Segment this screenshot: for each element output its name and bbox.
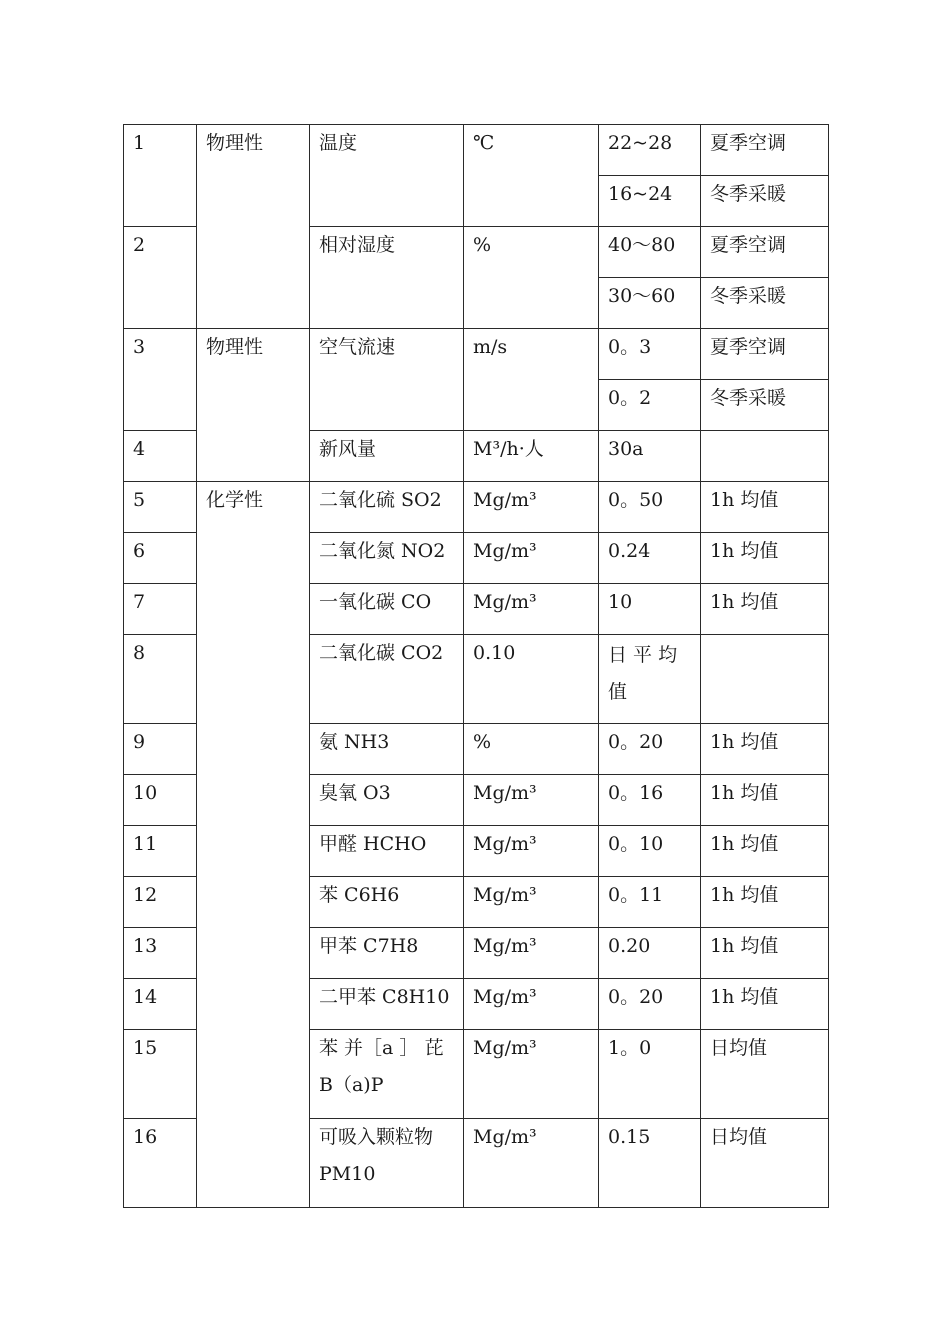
parameter-cell: 相对湿度 xyxy=(310,227,464,329)
value-cell: 0。50 xyxy=(599,482,701,533)
row-number: 5 xyxy=(124,482,197,533)
row-number: 1 xyxy=(124,125,197,227)
note-cell: 夏季空调 xyxy=(701,125,829,176)
note-cell: 1h 均值 xyxy=(701,533,829,584)
unit-cell: Mg/m³ xyxy=(464,584,599,635)
parameter-cell: 臭氧 O3 xyxy=(310,775,464,826)
unit-cell: Mg/m³ xyxy=(464,979,599,1030)
row-number: 15 xyxy=(124,1030,197,1119)
parameter-cell: 新风量 xyxy=(310,431,464,482)
parameter-cell: 二氧化硫 SO2 xyxy=(310,482,464,533)
value-cell: 0。3 xyxy=(599,329,701,380)
parameter-cell: 二氧化碳 CO2 xyxy=(310,635,464,724)
row-number: 13 xyxy=(124,928,197,979)
row-number: 9 xyxy=(124,724,197,775)
row-number: 16 xyxy=(124,1119,197,1208)
unit-cell: ℃ xyxy=(464,125,599,227)
unit-cell: Mg/m³ xyxy=(464,1030,599,1119)
note-cell: 日均值 xyxy=(701,1030,829,1119)
note-cell: 1h 均值 xyxy=(701,979,829,1030)
row-number: 14 xyxy=(124,979,197,1030)
note-cell: 夏季空调 xyxy=(701,227,829,278)
category-cell: 物理性 xyxy=(197,329,310,482)
parameter-cell: 苯 并［a ］ 芘 B（a)P xyxy=(310,1030,464,1119)
unit-cell: % xyxy=(464,724,599,775)
value-cell: 10 xyxy=(599,584,701,635)
parameter-cell: 二甲苯 C8H10 xyxy=(310,979,464,1030)
note-cell: 冬季采暖 xyxy=(701,380,829,431)
unit-cell: Mg/m³ xyxy=(464,826,599,877)
note-cell: 1h 均值 xyxy=(701,775,829,826)
row-number: 10 xyxy=(124,775,197,826)
unit-cell: Mg/m³ xyxy=(464,775,599,826)
unit-cell: % xyxy=(464,227,599,329)
value-cell: 1。0 xyxy=(599,1030,701,1119)
unit-cell: 0.10 xyxy=(464,635,599,724)
row-number: 3 xyxy=(124,329,197,431)
note-cell: 日均值 xyxy=(701,1119,829,1208)
value-cell: 0.20 xyxy=(599,928,701,979)
value-cell: 40～80 xyxy=(599,227,701,278)
value-cell: 0.15 xyxy=(599,1119,701,1208)
row-number: 7 xyxy=(124,584,197,635)
note-cell: 冬季采暖 xyxy=(701,176,829,227)
unit-cell: Mg/m³ xyxy=(464,533,599,584)
parameter-cell: 二氧化氮 NO2 xyxy=(310,533,464,584)
value-cell: 0。11 xyxy=(599,877,701,928)
parameter-cell: 空气流速 xyxy=(310,329,464,431)
value-cell: 22~28 xyxy=(599,125,701,176)
category-cell: 物理性 xyxy=(197,125,310,329)
air-quality-standard-table xyxy=(123,124,829,1208)
note-cell xyxy=(701,431,829,482)
note-cell xyxy=(701,635,829,724)
table-row xyxy=(124,125,829,176)
parameter-cell: 可吸入颗粒物 PM10 xyxy=(310,1119,464,1208)
row-number: 4 xyxy=(124,431,197,482)
note-cell: 1h 均值 xyxy=(701,724,829,775)
parameter-cell: 甲醛 HCHO xyxy=(310,826,464,877)
unit-cell: Mg/m³ xyxy=(464,1119,599,1208)
row-number: 8 xyxy=(124,635,197,724)
note-cell: 1h 均值 xyxy=(701,826,829,877)
value-cell: 30a xyxy=(599,431,701,482)
value-cell: 0.24 xyxy=(599,533,701,584)
unit-cell: Mg/m³ xyxy=(464,482,599,533)
table-row xyxy=(124,329,829,380)
row-number: 6 xyxy=(124,533,197,584)
row-number: 12 xyxy=(124,877,197,928)
parameter-cell: 一氧化碳 CO xyxy=(310,584,464,635)
parameter-cell: 氨 NH3 xyxy=(310,724,464,775)
value-cell: 0。20 xyxy=(599,724,701,775)
table-row xyxy=(124,482,829,533)
unit-cell: m/s xyxy=(464,329,599,431)
parameter-cell: 温度 xyxy=(310,125,464,227)
parameter-cell: 甲苯 C7H8 xyxy=(310,928,464,979)
value-cell: 16~24 xyxy=(599,176,701,227)
value-cell: 0。16 xyxy=(599,775,701,826)
parameter-cell: 苯 C6H6 xyxy=(310,877,464,928)
value-cell: 0。20 xyxy=(599,979,701,1030)
value-cell: 30～60 xyxy=(599,278,701,329)
value-cell: 0。10 xyxy=(599,826,701,877)
row-number: 2 xyxy=(124,227,197,329)
unit-cell: Mg/m³ xyxy=(464,877,599,928)
note-cell: 冬季采暖 xyxy=(701,278,829,329)
note-cell: 1h 均值 xyxy=(701,482,829,533)
note-cell: 1h 均值 xyxy=(701,877,829,928)
note-cell: 夏季空调 xyxy=(701,329,829,380)
row-number: 11 xyxy=(124,826,197,877)
value-cell: 日 平 均值 xyxy=(599,635,701,724)
note-cell: 1h 均值 xyxy=(701,584,829,635)
category-cell: 化学性 xyxy=(197,482,310,1208)
unit-cell: M³/h·人 xyxy=(464,431,599,482)
unit-cell: Mg/m³ xyxy=(464,928,599,979)
note-cell: 1h 均值 xyxy=(701,928,829,979)
value-cell: 0。2 xyxy=(599,380,701,431)
